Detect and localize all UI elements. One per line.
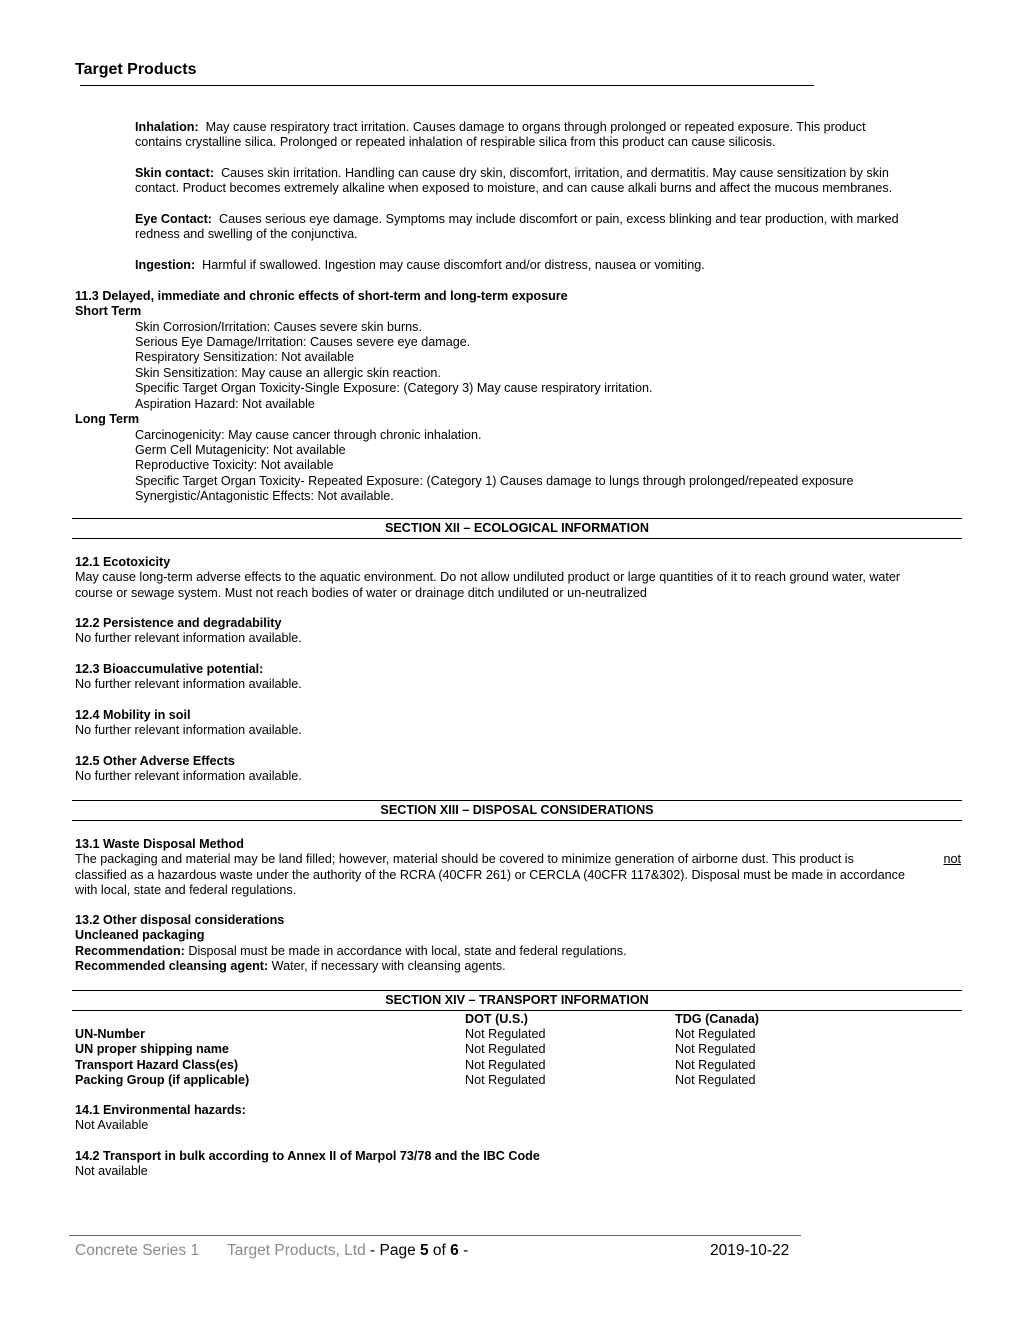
- ecotoxicity-text-2: course or sewage system. Must not reach bodies of water or drainage ditch undiluted or un-neutralized: [75, 585, 647, 600]
- mobility-block: [75, 708, 302, 739]
- inhalation-text-2: contains crystalline silica. Prolonged or repeated inhalation of respirable silica from this product can cause silicosis.: [135, 135, 776, 150]
- footer-company: Target Products, Ltd: [227, 1242, 366, 1259]
- list-item: Specific Target Organ Toxicity-Single Exposure: (Category 3) May cause respiratory irritation.: [135, 381, 653, 396]
- other-disposal-block: [75, 913, 627, 975]
- bulk-transport-block: [75, 1149, 540, 1180]
- tdg-column-header: TDG (Canada): [675, 1012, 759, 1026]
- footer-date: 2019-10-22: [710, 1242, 790, 1259]
- list-item: Skin Sensitization: May cause an allergic skin reaction.: [135, 365, 441, 380]
- list-item: Skin Corrosion/Irritation: Causes severe skin burns.: [135, 319, 422, 334]
- table-row: [75, 1027, 775, 1042]
- waste-disposal-text-2: classified as a hazardous waste under the authority of the RCRA (40CFR 261) or CERCLA (40CFR 117&302). Disposal must be made in accordance: [75, 867, 905, 882]
- waste-disposal-not: not: [943, 852, 961, 867]
- waste-disposal-text-3: with local, state and federal regulations.: [75, 883, 297, 898]
- long-term-label: Long Term: [75, 412, 140, 426]
- bioaccumulative-text: No further relevant information available.: [75, 677, 302, 692]
- row-label: UN-Number: [75, 1027, 145, 1041]
- page-header-title: Target Products: [75, 61, 197, 78]
- ingestion-paragraph: [135, 258, 705, 273]
- eye-contact-text-2: redness and swelling of the conjunctiva.: [135, 227, 358, 242]
- other-adverse-heading: 12.5 Other Adverse Effects: [75, 754, 235, 768]
- environmental-hazards-text: Not Available: [75, 1118, 149, 1133]
- row-dot-value: Not Regulated: [465, 1057, 546, 1072]
- footer-page-info: [227, 1241, 468, 1261]
- table-row: [75, 1073, 775, 1088]
- list-item: Germ Cell Mutagenicity: Not available: [135, 442, 346, 457]
- waste-disposal-heading: 13.1 Waste Disposal Method: [75, 837, 244, 851]
- eye-contact-label: Eye Contact:: [135, 212, 212, 226]
- row-tdg-value: Not Regulated: [675, 1042, 756, 1057]
- inhalation-label: Inhalation:: [135, 120, 199, 134]
- section-13-title: SECTION XIII – DISPOSAL CONSIDERATIONS: [72, 800, 962, 821]
- row-dot-value: Not Regulated: [465, 1027, 546, 1041]
- short-term-label: Short Term: [75, 304, 142, 318]
- footer-page-of: of: [428, 1242, 451, 1259]
- inhalation-paragraph: [135, 120, 866, 151]
- mobility-text: No further relevant information available.: [75, 723, 302, 738]
- section-12-title: SECTION XII – ECOLOGICAL INFORMATION: [72, 518, 962, 539]
- bulk-transport-heading: 14.2 Transport in bulk according to Annex II of Marpol 73/78 and the IBC Code: [75, 1149, 540, 1163]
- skin-contact-text-2: contact. Product becomes extremely alkaline when exposed to moisture, and can cause alkali burns and affect the mucous membranes.: [135, 181, 893, 196]
- waste-disposal-text-1: The packaging and material may be land filled; however, material should be covered to minimize generation of airborne dust. This product is: [75, 852, 854, 867]
- environmental-hazards-heading: 14.1 Environmental hazards:: [75, 1103, 246, 1117]
- row-label: UN proper shipping name: [75, 1042, 229, 1057]
- recommendation-label: Recommendation:: [75, 943, 185, 958]
- ingestion-label: Ingestion:: [135, 258, 196, 272]
- skin-contact-text-1: Causes skin irritation. Handling can cause dry skin, discomfort, irritation, and dermatitis. May cause sensitization by skin: [221, 166, 889, 180]
- bioaccumulative-heading: 12.3 Bioaccumulative potential:: [75, 662, 264, 676]
- list-item: Synergistic/Antagonistic Effects: Not available.: [135, 489, 394, 504]
- footer-page-number: 5: [420, 1242, 429, 1259]
- bioaccumulative-block: [75, 662, 302, 693]
- other-adverse-text: No further relevant information available.: [75, 769, 302, 784]
- row-tdg-value: Not Regulated: [675, 1027, 756, 1041]
- persistence-text: No further relevant information available.: [75, 631, 302, 646]
- other-disposal-heading: 13.2 Other disposal considerations: [75, 913, 285, 927]
- header-divider: [80, 85, 814, 86]
- environmental-hazards-block: [75, 1103, 246, 1134]
- cleansing-agent-text: Water, if necessary with cleansing agents.: [268, 959, 506, 974]
- footer-page-prefix: - Page: [365, 1242, 420, 1259]
- skin-contact-paragraph: [135, 166, 892, 197]
- footer-product: Concrete Series 1: [75, 1242, 200, 1259]
- recommendation-text: Disposal must be made in accordance with local, state and federal regulations.: [184, 943, 627, 958]
- inhalation-text-1: May cause respiratory tract irritation. Causes damage to organs through prolonged or repeated exposure. This product: [205, 120, 866, 134]
- cleansing-agent-label: Recommended cleansing agent:: [75, 959, 269, 974]
- row-tdg-value: Not Regulated: [675, 1057, 756, 1072]
- table-row: [75, 1058, 775, 1073]
- waste-disposal-block: [75, 837, 961, 899]
- uncleaned-packaging-label: Uncleaned packaging: [75, 928, 205, 943]
- list-item: Reproductive Toxicity: Not available: [135, 458, 334, 473]
- table-row: [75, 1042, 775, 1057]
- bulk-transport-text: Not available: [75, 1164, 148, 1179]
- row-label: Packing Group (if applicable): [75, 1073, 250, 1088]
- ecotoxicity-block: [75, 555, 900, 601]
- list-item: Specific Target Organ Toxicity- Repeated Exposure: (Category 1) Causes damage to lungs through prolonged/repeated exposure: [135, 473, 854, 488]
- row-dot-value: Not Regulated: [465, 1073, 546, 1088]
- list-item: Aspiration Hazard: Not available: [135, 396, 315, 411]
- skin-contact-label: Skin contact:: [135, 166, 215, 180]
- persistence-block: [75, 616, 302, 647]
- ecotoxicity-text-1: May cause long-term adverse effects to the aquatic environment. Do not allow undiluted product or large quantities of it to reach ground water, water: [75, 570, 901, 585]
- long-term-list: [135, 428, 854, 505]
- section-11-3-heading: 11.3 Delayed, immediate and chronic effects of short-term and long-term exposure: [75, 289, 568, 303]
- row-label: Transport Hazard Class(es): [75, 1057, 239, 1072]
- list-item: Respiratory Sensitization: Not available: [135, 350, 355, 365]
- ecotoxicity-heading: 12.1 Ecotoxicity: [75, 555, 171, 569]
- row-tdg-value: Not Regulated: [675, 1073, 756, 1088]
- list-item: Serious Eye Damage/Irritation: Causes severe eye damage.: [135, 334, 471, 349]
- mobility-heading: 12.4 Mobility in soil: [75, 708, 191, 722]
- footer-page-suffix: -: [458, 1242, 469, 1259]
- other-adverse-block: [75, 754, 302, 785]
- footer-page-total: 6: [450, 1242, 459, 1259]
- persistence-heading: 12.2 Persistence and degradability: [75, 616, 282, 630]
- eye-contact-text-1: Causes serious eye damage. Symptoms may include discomfort or pain, excess blinking and tear production, with marked: [218, 212, 899, 226]
- eye-contact-paragraph: [135, 212, 899, 243]
- list-item: Carcinogenicity: May cause cancer through chronic inhalation.: [135, 427, 482, 442]
- row-dot-value: Not Regulated: [465, 1042, 546, 1057]
- short-term-list: [135, 320, 653, 412]
- ingestion-text: Harmful if swallowed. Ingestion may cause discomfort and/or distress, nausea or vomiting.: [202, 258, 705, 272]
- dot-column-header: DOT (U.S.): [465, 1012, 528, 1026]
- footer-divider: [69, 1235, 801, 1236]
- section-14-title: SECTION XIV – TRANSPORT INFORMATION: [72, 990, 962, 1011]
